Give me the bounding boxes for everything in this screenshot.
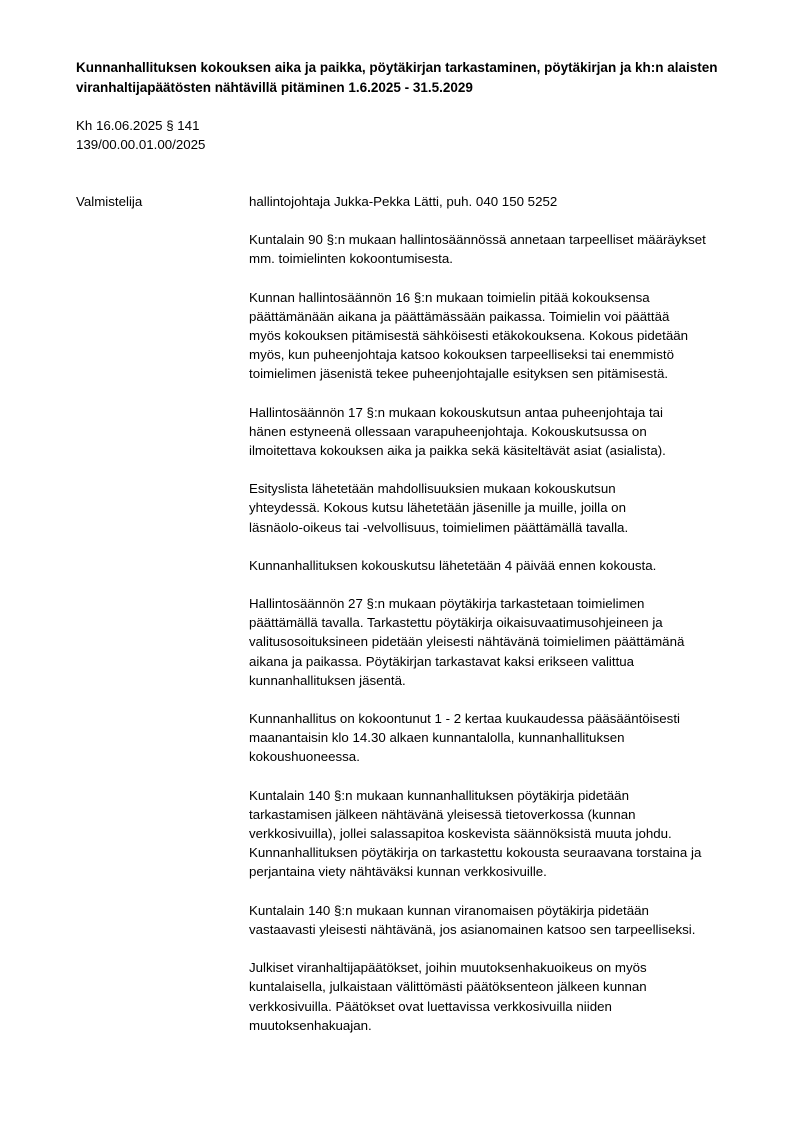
meeting-reference: Kh 16.06.2025 § 141 bbox=[76, 118, 200, 133]
case-number: 139/00.00.01.00/2025 bbox=[76, 137, 206, 153]
preparer-label: Valmistelija bbox=[76, 194, 143, 209]
body-paragraph: Kunnan hallintosäännön 16 §:n mukaan toimielin pitää kokouksensa päättämänään aikana ja päättämässään paikassa. Toimielin voi päättää myös kokouksen pitämisestä sähköisesti etäkokouksena. Kokous pidetään myös, kun puheenjohtaja katsoo kokouksen tarpeelliseksi tai enemmistö toimielimen jäsenistä tekee puheenjohtajalle esityksen sen pitämisestä. bbox=[249, 289, 689, 382]
body-paragraph: Hallintosäännön 17 §:n mukaan kokouskutsun antaa puheenjohtaja tai hänen estyneenä ollessaan varapuheenjohtaja. Kokouskutsussa on ilmoitettava kokouksen aika ja paikka sekä käsiteltävät asiat (asialista). bbox=[249, 404, 666, 459]
body-paragraph: Julkiset viranhaltijapäätökset, joihin muutoksenhakuoikeus on myös kuntalaisella, julkaistaan välittömästi päätöksenteon jälkeen kunnan verkkosivuilla. Päätökset ovat luettavissa verkkosivuilla niiden muutoksenhakuajan. bbox=[249, 960, 647, 1033]
body-paragraph: Kuntalain 140 §:n mukaan kunnan viranomaisen pöytäkirja pidetään vastaavasti yleisesti nähtävänä, jos asianomainen katsoo sen tarpeelliseksi. bbox=[249, 902, 696, 937]
body-paragraph: Kunnanhallituksen kokouskutsu lähetetään 4 päivää ennen kokousta. bbox=[249, 557, 657, 573]
document-title: Kunnanhallituksen kokouksen aika ja paikka, pöytäkirjan tarkastaminen, pöytäkirjan ja kh:n alaisten viranhaltijapäätösten nähtävillä pitäminen 1.6.2025 - 31.5.2029 bbox=[76, 60, 718, 95]
body-paragraph: Kuntalain 90 §:n mukaan hallintosäännössä annetaan tarpeelliset määräykset mm. toimielinten kokoontumisesta. bbox=[249, 232, 706, 267]
body-paragraph: Kuntalain 140 §:n mukaan kunnanhallituksen pöytäkirja pidetään tarkastamisen jälkeen nähtävänä yleisessä tietoverkossa (kunnan verkkosivuilla), jollei salassapitoa koskevista säännöksistä muuta johdu. Kunnanhallituksen pöytäkirja on tarkastettu kokousta seuraavana torstaina ja perjantaina viety nähtäväksi kunnan verkkosivuille. bbox=[249, 787, 702, 880]
body-paragraph: Esityslista lähetetään mahdollisuuksien mukaan kokouskutsun yhteydessä. Kokous kutsu lähetetään jäsenille ja muille, joilla on läsnäolo-oikeus tai -velvollisuus, toimielimen päättämällä tavalla. bbox=[249, 481, 629, 535]
body-paragraph: Hallintosäännön 27 §:n mukaan pöytäkirja tarkastetaan toimielimen päättämällä tavalla. Tarkastettu pöytäkirja oikaisuvaatimusohjeineen ja valitusosoituksineen pidetään yleisesti nähtävänä toimielimen päättämänä aikana ja paikassa. Pöytäkirjan tarkastavat kaksi erikseen valittua kunnanhallituksen jäsentä. bbox=[249, 596, 685, 688]
preparer-name: hallintojohtaja Jukka-Pekka Lätti, puh. 040 150 5252 bbox=[249, 194, 558, 209]
document-body bbox=[249, 192, 761, 1054]
document-meta bbox=[76, 116, 476, 154]
body-paragraph: Kunnanhallitus on kokoontunut 1 - 2 kertaa kuukaudessa pääsääntöisesti maanantaisin klo 14.30 alkaen kunnantalolla, kunnanhallituksen kokoushuoneessa. bbox=[249, 711, 680, 765]
